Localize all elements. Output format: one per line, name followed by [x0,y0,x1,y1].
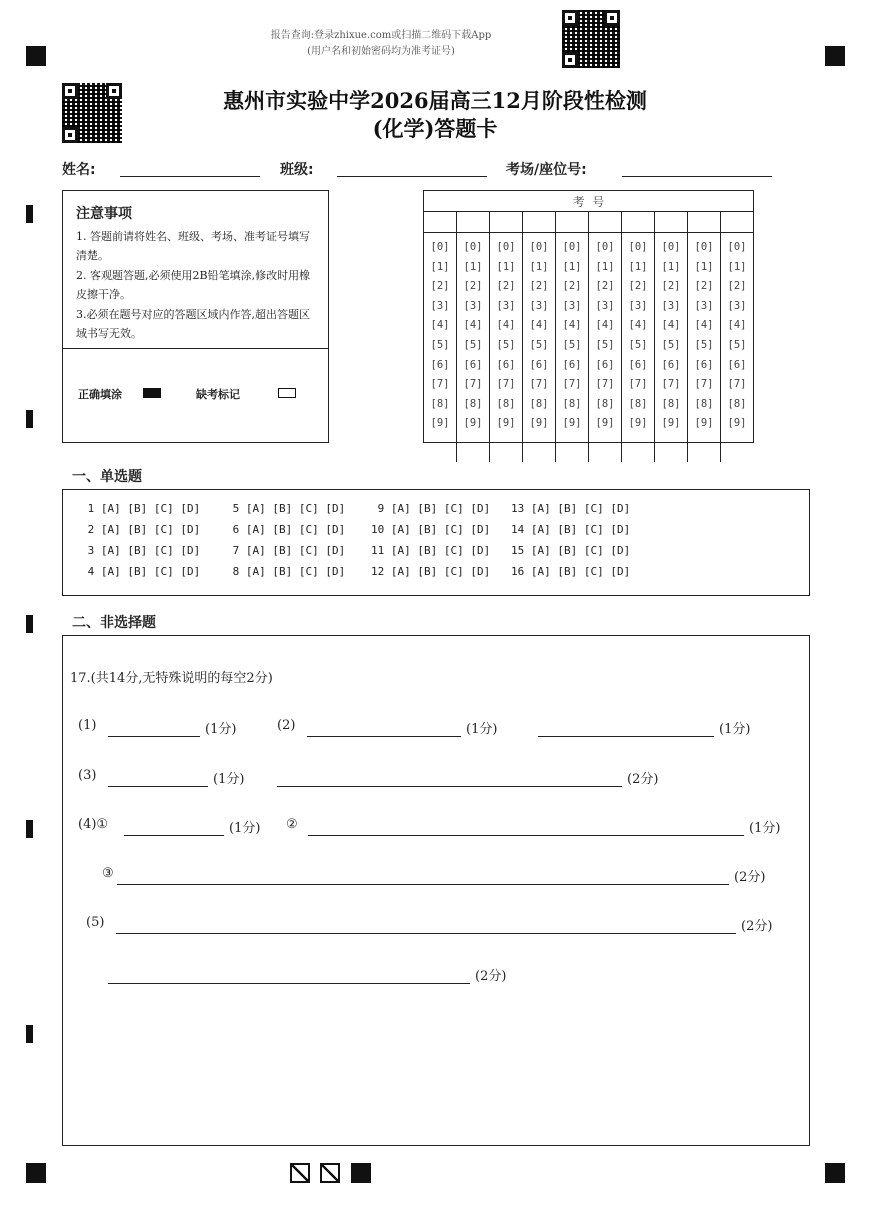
exam-id-bubble[interactable]: [3] [463,299,483,312]
page-mark-slash [290,1163,310,1183]
exam-id-bubble[interactable]: [4] [727,319,747,332]
choice-item[interactable]: 13 [A] [B] [C] [D] [511,502,631,515]
exam-id-bubble[interactable]: [8] [496,397,516,410]
exam-id-bubble[interactable]: [7] [430,378,450,391]
exam-id-bubble[interactable]: [0] [595,241,615,253]
q17-part4-circle-3: ③ [102,866,114,881]
corner-mark-bottom-right [825,1163,845,1183]
exam-id-bubble[interactable]: [2] [562,280,582,293]
q17-part4-score-3: (2分) [734,870,766,885]
exam-id-bubble[interactable]: [3] [430,299,450,312]
exam-id-bubble[interactable]: [6] [628,358,648,371]
class-label: 班级: [280,162,314,178]
corner-mark-bottom-left [26,1163,46,1183]
exam-id-bubble[interactable]: [7] [628,378,648,391]
q17-part1-score: (1分) [205,722,237,737]
exam-id-bubble[interactable]: [4] [628,319,648,332]
choice-item[interactable]: 6 [A] [B] [C] [D] [226,523,346,536]
exam-id-bubble[interactable]: [6] [529,358,549,371]
exam-id-column [688,211,721,462]
q17-part4-score-2: (1分) [749,821,781,836]
exam-id-column [721,211,754,462]
exam-id-bubble[interactable]: [4] [463,319,483,332]
class-field[interactable] [337,176,487,177]
exam-id-bubble[interactable]: [3] [727,299,747,312]
exam-id-bubble[interactable]: [4] [661,319,681,332]
single-choice-box [62,489,810,596]
exam-id-bubble[interactable]: [2] [661,280,681,293]
exam-id-bubble[interactable]: [4] [496,319,516,332]
q17-part5-label: (5) [86,915,105,930]
exam-id-bubble[interactable]: [9] [595,417,615,430]
choice-item[interactable]: 7 [A] [B] [C] [D] [226,544,346,557]
exam-id-bubble[interactable]: [9] [694,417,714,430]
filled-bubble-example [143,388,161,398]
exam-id-bubble[interactable]: [0] [529,241,549,253]
exam-id-bubble[interactable]: [5] [562,339,582,351]
exam-id-bubble[interactable]: [8] [562,397,582,410]
q17-part2-blank-a[interactable] [307,736,461,737]
q17-part2-blank-b[interactable] [538,736,714,737]
instruction-item-1: 1. 答题前请将姓名、班级、考场、准考证号填写清楚。 [76,230,310,262]
timing-mark [26,1025,33,1043]
exam-id-bubble[interactable]: [8] [694,397,714,410]
exam-id-bubble[interactable]: [9] [661,417,681,430]
q17-part4-label: (4)① [78,817,109,832]
exam-id-bubble[interactable]: [7] [694,378,714,391]
exam-id-bubble[interactable]: [6] [463,358,483,371]
exam-id-bubble[interactable]: [3] [562,299,582,312]
q17-part1-blank[interactable] [108,736,200,737]
q17-part3-blank-b[interactable] [277,786,622,787]
correct-fill-label: 正确填涂 [78,388,122,401]
exam-id-bubble[interactable]: [4] [430,319,450,332]
exam-id-bubble[interactable]: [3] [496,299,516,312]
q17-header: 17.(共14分,无特殊说明的每空2分) [70,671,273,686]
exam-id-bubble[interactable]: [5] [661,339,681,351]
exam-id-bubble[interactable]: [5] [430,339,450,351]
exam-id-bubble[interactable]: [6] [661,358,681,371]
corner-mark-top-left [26,46,46,66]
q17-part5-score-b: (2分) [475,969,507,984]
choice-item[interactable]: 2 [A] [B] [C] [D] [81,523,201,536]
exam-id-bubble[interactable]: [1] [463,260,483,273]
exam-id-bubble[interactable]: [4] [595,319,615,332]
exam-id-bubble[interactable]: [2] [595,280,615,293]
exam-id-column [622,211,655,462]
exam-id-grid [423,190,754,443]
exam-id-bubble[interactable]: [4] [694,319,714,332]
exam-id-bubble[interactable]: [9] [430,417,450,430]
exam-id-heading: 考 号 [572,195,605,209]
absent-mark-label: 缺考标记 [196,388,240,401]
exam-id-column [457,211,490,462]
exam-id-bubble[interactable]: [8] [628,397,648,410]
exam-id-bubble[interactable]: [0] [562,241,582,253]
q17-part4-blank-3[interactable] [117,884,729,885]
exam-id-bubble[interactable]: [5] [694,339,714,351]
exam-id-bubble[interactable]: [0] [463,241,483,253]
exam-id-bubble[interactable]: [1] [661,260,681,273]
choice-item[interactable]: 10 [A] [B] [C] [D] [371,523,491,536]
exam-id-bubble[interactable]: [2] [727,280,747,293]
section1-title: 一、单选题 [72,469,142,485]
q17-part4-blank-1[interactable] [124,835,224,836]
exam-id-bubble[interactable]: [7] [463,378,483,391]
q17-part4-blank-2[interactable] [308,835,744,836]
answer-box-q17 [62,635,810,1146]
exam-id-bubble[interactable]: [7] [496,378,516,391]
exam-id-bubble[interactable]: [8] [430,397,450,410]
timing-mark [26,410,33,428]
q17-part5-score-a: (2分) [741,919,773,934]
exam-id-bubble[interactable]: [1] [430,260,450,273]
choice-item[interactable]: 11 [A] [B] [C] [D] [371,544,491,557]
divider [63,348,328,349]
exam-id-bubble[interactable]: [7] [529,378,549,391]
q17-part3-score-b: (2分) [627,772,659,787]
exam-id-bubble[interactable]: [0] [628,241,648,253]
exam-id-bubble[interactable]: [7] [595,378,615,391]
page-mark-solid [351,1163,371,1183]
section2-title: 二、非选择题 [72,615,156,631]
q17-part2-label: (2) [277,718,296,733]
exam-id-column [589,211,622,462]
exam-id-bubble[interactable]: [9] [496,417,516,430]
choice-item[interactable]: 3 [A] [B] [C] [D] [81,544,201,557]
name-label: 姓名: [62,162,96,178]
q17-part1-label: (1) [78,718,97,733]
exam-id-bubble[interactable]: [2] [694,280,714,293]
exam-id-bubble[interactable]: [1] [727,260,747,273]
choice-item[interactable]: 15 [A] [B] [C] [D] [511,544,631,557]
corner-mark-top-right [825,46,845,66]
exam-id-bubble[interactable]: [8] [529,397,549,410]
exam-id-bubble[interactable]: [1] [694,260,714,273]
report-notice: 报告查询:登录zhixue.com或扫描二维码下载App [270,30,492,41]
exam-id-column [490,211,523,462]
choice-item[interactable]: 5 [A] [B] [C] [D] [226,502,346,515]
exam-id-bubble[interactable]: [8] [463,397,483,410]
name-field[interactable] [120,176,260,177]
instructions-box [62,190,329,443]
seat-field[interactable] [622,176,772,177]
exam-id-bubble[interactable]: [4] [529,319,549,332]
exam-id-bubble[interactable]: [2] [628,280,648,293]
exam-id-bubble[interactable]: [1] [628,260,648,273]
exam-subtitle: (化学)答题卡 [372,116,498,141]
exam-id-bubble[interactable]: [6] [430,358,450,371]
q17-part3-blank-a[interactable] [108,786,208,787]
exam-id-bubble[interactable]: [5] [496,339,516,351]
exam-id-bubble[interactable]: [5] [727,339,747,351]
exam-id-bubble[interactable]: [3] [661,299,681,312]
timing-mark [26,205,33,223]
exam-id-columns [424,211,753,442]
choice-item[interactable]: 14 [A] [B] [C] [D] [511,523,631,536]
exam-id-bubble[interactable]: [6] [694,358,714,371]
exam-id-bubble[interactable]: [0] [430,241,450,253]
exam-id-bubble[interactable]: [2] [430,280,450,293]
exam-id-bubble[interactable]: [0] [694,241,714,253]
login-notice: (用户名和初始密码均为准考证号) [307,46,455,57]
exam-id-column [424,211,457,462]
instructions-heading: 注意事项 [76,206,132,222]
exam-id-bubble[interactable]: [1] [529,260,549,273]
exam-id-bubble[interactable]: [9] [463,417,483,430]
exam-id-bubble[interactable]: [1] [496,260,516,273]
q17-part2-score-a: (1分) [466,722,498,737]
exam-id-bubble[interactable]: [9] [529,417,549,430]
exam-id-bubble[interactable]: [0] [496,241,516,253]
exam-id-bubble[interactable]: [5] [529,339,549,351]
exam-id-bubble[interactable]: [8] [727,397,747,410]
exam-title: 惠州市实验中学2026届高三12月阶段性检测 [223,88,647,113]
exam-id-bubble[interactable]: [3] [595,299,615,312]
exam-id-bubble[interactable]: [3] [628,299,648,312]
seat-label: 考场/座位号: [506,162,587,178]
exam-id-bubble[interactable]: [6] [496,358,516,371]
exam-id-bubble[interactable]: [0] [727,241,747,253]
absent-mark-box[interactable] [278,388,296,398]
exam-id-bubble[interactable]: [4] [562,319,582,332]
exam-id-bubble[interactable]: [9] [628,417,648,430]
exam-id-bubble[interactable]: [5] [628,339,648,351]
exam-id-bubble[interactable]: [2] [496,280,516,293]
exam-id-bubble[interactable]: [5] [595,339,615,351]
choice-item[interactable]: 9 [A] [B] [C] [D] [371,502,491,515]
exam-id-bubble[interactable]: [6] [727,358,747,371]
exam-id-bubble[interactable]: [8] [595,397,615,410]
exam-id-bubble[interactable]: [9] [727,417,747,430]
choice-item[interactable]: 1 [A] [B] [C] [D] [81,502,201,515]
qr-code-top [562,10,620,68]
choice-item[interactable]: 16 [A] [B] [C] [D] [511,565,631,578]
exam-id-bubble[interactable]: [1] [595,260,615,273]
q17-part5-blank-a[interactable] [116,933,736,934]
page-mark-slash [320,1163,340,1183]
exam-id-bubble[interactable]: [2] [529,280,549,293]
exam-id-bubble[interactable]: [7] [727,378,747,391]
q17-part2-score-b: (1分) [719,722,751,737]
exam-id-bubble[interactable]: [8] [661,397,681,410]
exam-id-bubble[interactable]: [0] [661,241,681,253]
exam-id-bubble[interactable]: [9] [562,417,582,430]
exam-id-column [655,211,688,462]
exam-id-bubble[interactable]: [7] [562,378,582,391]
exam-id-bubble[interactable]: [5] [463,339,483,351]
q17-part5-blank-b[interactable] [108,983,470,984]
exam-id-bubble[interactable]: [1] [562,260,582,273]
timing-mark [26,820,33,838]
q17-part3-label: (3) [78,768,97,783]
exam-id-bubble[interactable]: [7] [661,378,681,391]
choice-item[interactable]: 4 [A] [B] [C] [D] [81,565,201,578]
exam-id-bubble[interactable]: [3] [694,299,714,312]
q17-part3-score-a: (1分) [213,772,245,787]
q17-part4-circle-2: ② [286,817,298,832]
exam-id-bubble[interactable]: [2] [463,280,483,293]
exam-id-bubble[interactable]: [6] [595,358,615,371]
q17-part4-score-1: (1分) [229,821,261,836]
timing-mark [26,615,33,633]
instruction-item-2: 2. 客观题答题,必须使用2B铅笔填涂,修改时用橡皮擦干净。 [76,269,311,301]
exam-id-column [556,211,589,462]
exam-id-bubble[interactable]: [6] [562,358,582,371]
exam-id-bubble[interactable]: [3] [529,299,549,312]
instruction-item-3: 3.必须在题号对应的答题区域内作答,超出答题区域书写无效。 [76,308,310,340]
exam-id-column [523,211,556,462]
choice-item[interactable]: 8 [A] [B] [C] [D] [226,565,346,578]
choice-item[interactable]: 12 [A] [B] [C] [D] [371,565,491,578]
